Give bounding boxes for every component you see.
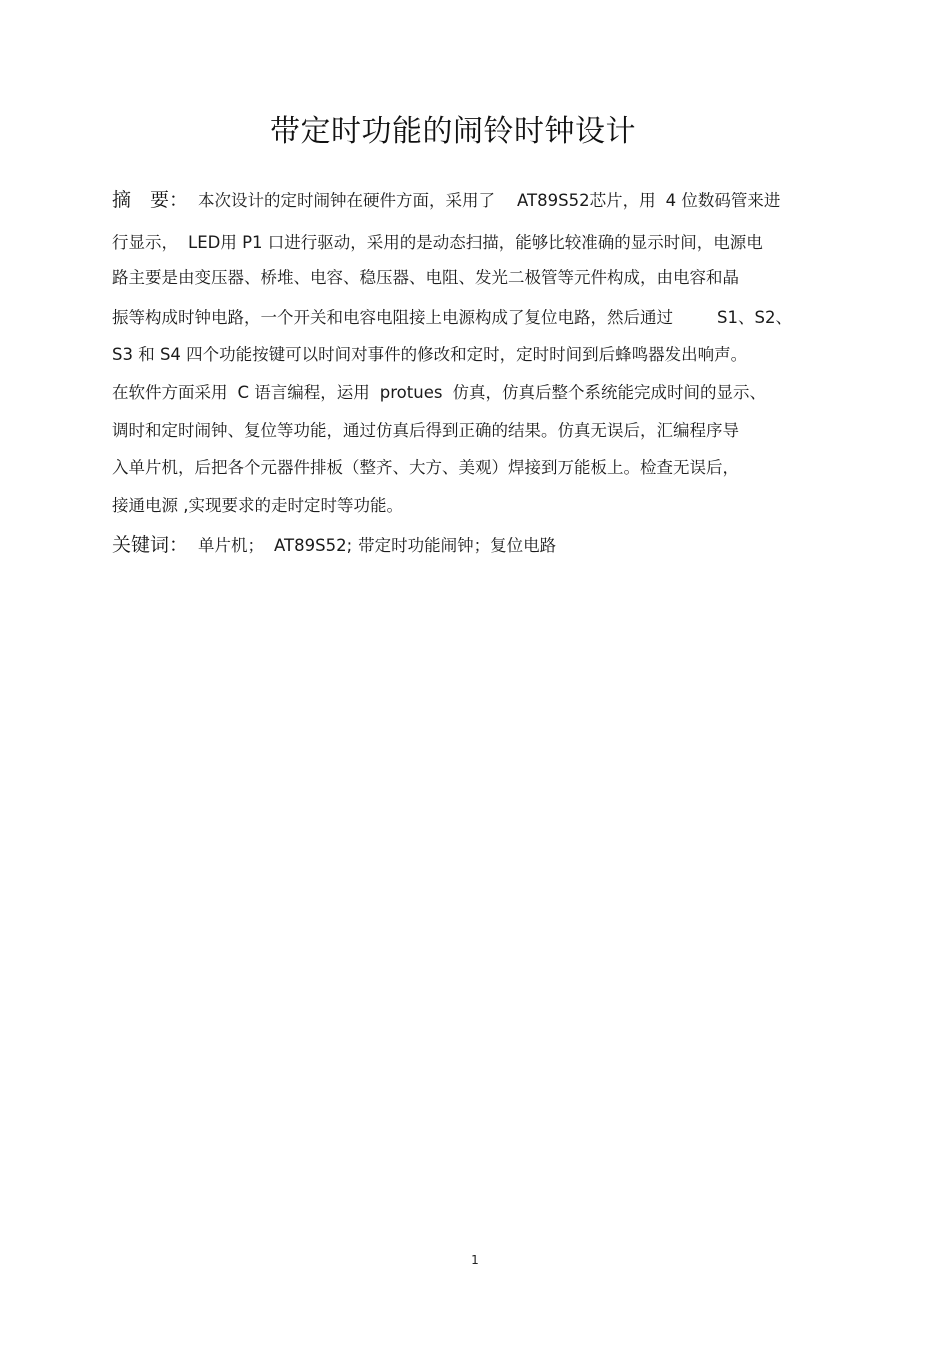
keywords-line [112, 534, 556, 557]
keywords-label: 关键词： [112, 534, 189, 556]
abstract-line-5 [112, 344, 747, 366]
keywords-text: 带定时功能闹钟；复位电路 [358, 536, 557, 555]
abstract-line-4 [112, 307, 792, 329]
abstract-line-6 [112, 382, 766, 404]
abstract-line-7 [112, 420, 739, 442]
abstract-label: 摘 要： [112, 189, 189, 211]
abstract-text: protues [379, 383, 443, 402]
abstract-line-8 [112, 457, 739, 479]
abstract-text: 在软件方面采用 [112, 383, 228, 402]
abstract-text: S1、S2、 [717, 308, 792, 327]
keywords-text: 单片机； [198, 536, 265, 555]
keywords-text: AT89S52; [274, 536, 353, 555]
abstract-text: 入单片机，后把各个元器件排板（整齐、大方、美观）焊接到万能板上。检查无误后， [112, 458, 739, 477]
abstract-line-1 [112, 189, 780, 212]
abstract-text: AT89S52芯片，用 [517, 191, 656, 210]
abstract-text: 4 位数码管来进 [665, 191, 781, 210]
abstract-text: 仿真，仿真后整个系统能完成时间的显示、 [452, 383, 766, 402]
abstract-text: 接通电源 ,实现要求的走时定时等功能。 [112, 496, 403, 515]
abstract-text: 行显示， [112, 233, 178, 252]
abstract-text: C 语言编程，运用 [237, 383, 370, 402]
abstract-text: S3 和 S4 四个功能按键可以时间对事件的修改和定时，定时时间到后蜂鸣器发出响声。 [112, 345, 748, 364]
abstract-text: 调时和定时闹钟、复位等功能，通过仿真后得到正确的结果。仿真无误后，汇编程序导 [112, 421, 739, 440]
abstract-line-3 [112, 267, 739, 289]
page-number: 1 [471, 1253, 479, 1267]
abstract-text: 振等构成时钟电路，一个开关和电容电阻接上电源构成了复位电路，然后通过 [112, 308, 673, 327]
page-title: 带定时功能的闹铃时钟设计 [270, 114, 636, 149]
abstract-line-9 [112, 495, 403, 517]
abstract-text: LED用 P1 口进行驱动，采用的是动态扫描，能够比较准确的显示时间，电源电 [188, 233, 763, 252]
abstract-text: 路主要是由变压器、桥堆、电容、稳压器、电阻、发光二极管等元件构成，由电容和晶 [112, 268, 739, 287]
abstract-line-2 [112, 232, 763, 254]
abstract-text: 本次设计的定时闹钟在硬件方面，采用了 [198, 191, 496, 210]
